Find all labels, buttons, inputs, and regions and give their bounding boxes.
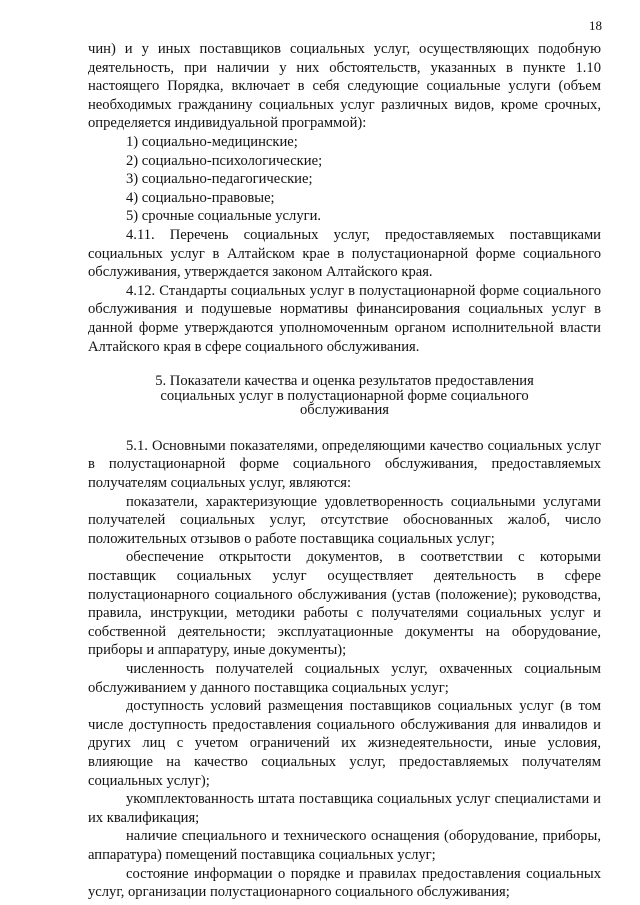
page-number: 18 [589, 18, 602, 33]
service-list [88, 133, 601, 226]
indicator-item: показатели, характеризующие удовлетворенность социальными услугами получателей социальных услуг, отсутствие обоснованных жалоб, число положительных отзывов о работе поставщика социальных услуг; [88, 493, 601, 547]
list-item: 2) социально-психологические; [126, 152, 323, 169]
clause-4-12: 4.12. Стандарты социальных услуг в полустационарной форме социального обслуживания и подушевые нормативы финансирования социальных услуг в данной форме утверждаются уполномоченным органом исполнительной власти Алтайского края в сфере социального обслуживания. [88, 282, 601, 355]
indicator-item: наличие специального и технического оснащения (оборудование, приборы, аппаратура) помещений поставщика социальных услуг; [88, 828, 601, 863]
indicator-item: состояние информации о порядке и правилах предоставления социальных услуг, организации полустационарного социального обслуживания; [88, 865, 601, 901]
intro-paragraph: чин) и у иных поставщиков социальных услуг, осуществляющих подобную деятельность, при наличии у них обстоятельств, указанных в пункте 1.10 настоящего Порядка, включает в себя следующие социальные услуги (объем необходимых гражданину социальных услуг различных видов, кроме срочных, определяется индивидуальной программой): [88, 41, 601, 132]
indicator-item: укомплектованность штата поставщика социальных услуг специалистами и их квалификация; [88, 791, 601, 826]
section-heading: 5. Показатели качества и оценка результатов предоставления социальных услуг в полустационарной форме социального обслуживания [155, 373, 534, 419]
indicator-item: обеспечение открытости документов, в соответствии с которыми поставщик социальных услуг осуществляет деятельность в сфере полустационарного социального обслуживания (устав (положение); руководства, правила, инструкции, методики работы с получателями социальных услуг и собственной деятельности; эксплуатационные документы на оборудование, приборы и аппаратуру, иные документы); [88, 549, 601, 659]
clause-5-1: 5.1. Основными показателями, определяющими качество социальных услуг в полустационарной форме социального обслуживания, предоставляемых получателям социальных услуг, являются: [88, 437, 601, 492]
list-item: 3) социально-педагогические; [126, 171, 313, 188]
document-body [88, 40, 601, 902]
list-item: 4) социально-правовые; [126, 189, 275, 206]
clause-4-11: 4.11. Перечень социальных услуг, предоставляемых поставщиками социальных услуг в Алтайском крае в полустационарной форме социального обслуживания, утверждается законом Алтайского края. [88, 226, 601, 281]
indicator-item: доступность условий размещения поставщиков социальных услуг (в том числе доступность предоставления социального обслуживания для инвалидов и других лиц с учетом ограничений их жизнедеятельности, иные условия, влияющие на качество социальных услуг, предоставляемых получателям социальных услуг); [88, 698, 601, 789]
indicator-item: численность получателей социальных услуг, охваченных социальным обслуживанием у данного поставщика социальных услуг; [88, 661, 601, 696]
list-item: 1) социально-медицинские; [126, 133, 298, 150]
indicator-list [88, 493, 601, 902]
list-item: 5) срочные социальные услуги. [126, 208, 322, 225]
